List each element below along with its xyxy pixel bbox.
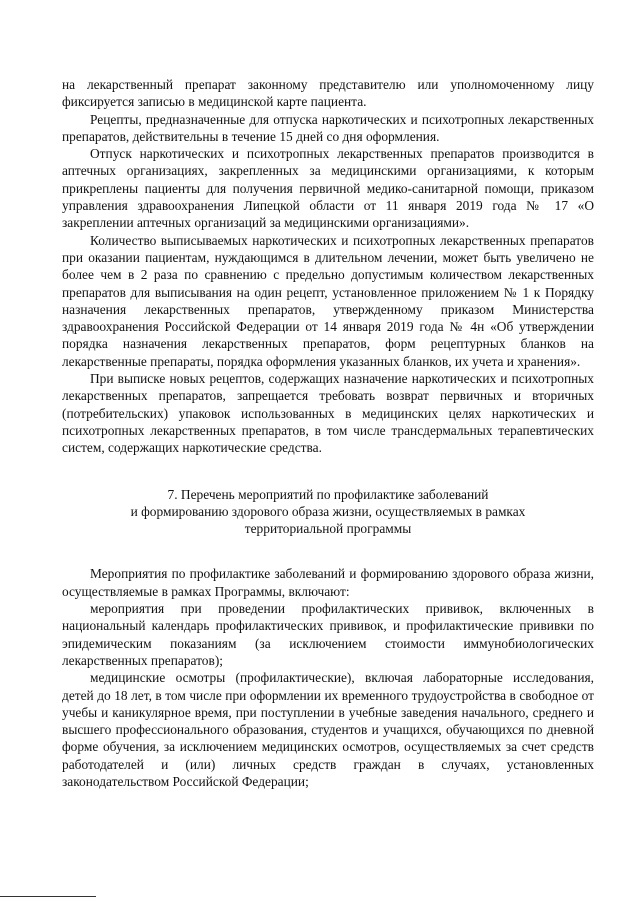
bottom-paragraphs bbox=[62, 565, 594, 790]
section-heading-line: территориальной программы bbox=[244, 521, 412, 537]
paragraph: мероприятия при проведении профилактических прививок, включенных в национальный календарь профилактических прививок, и профилактические прививки по эпидемическим показаниям (за исключением стоимости иммунобиологических лекарственных препаратов); bbox=[62, 601, 594, 668]
section-heading-line: 7. Перечень мероприятий по профилактике заболеваний bbox=[167, 486, 489, 502]
paragraph: Количество выписываемых наркотических и психотропных лекарственных препаратов при оказании пациентам, нуждающимся в длительном лечении, может быть увеличено не более чем в 2 раза по сравнению с предельно допустимым количеством лекарственных препаратов для выписывания на один рецепт, установленное приложением № 1 к Порядку назначения лекарственных препаратов, утвержденному приказом Министерства здравоохранения Российской Федерации от 14 января 2019 года № 4н «Об утверждении порядка назначения лекарственных препаратов, форм рецептурных бланков на лекарственные препараты, порядка оформления указанных бланков, их учета и хранения». bbox=[62, 232, 594, 369]
paragraph: Мероприятия по профилактике заболеваний и формированию здорового образа жизни, осуществляемые в рамках Программы, включают: bbox=[62, 566, 594, 599]
footer-rule bbox=[0, 896, 96, 897]
paragraph: Рецепты, предназначенные для отпуска наркотических и психотропных лекарственных препаратов, действительны в течение 15 дней со дня оформления. bbox=[62, 111, 594, 144]
paragraph: медицинские осмотры (профилактические), включая лабораторные исследования, детей до 18 лет, в том числе при оформлении их временного трудоустройства в свободное от учебы и каникулярное время, при поступлении в учебные заведения начального, среднего и высшего профессионального образования, студентов и учащихся, обучающихся по дневной форме обучения, за исключением медицинских осмотров, осуществляемых за счет средств работодателей и (или) личных средств граждан в случаях, установленных законодательством Российской Федерации; bbox=[62, 670, 594, 789]
top-paragraphs bbox=[62, 76, 594, 457]
paragraph: Отпуск наркотических и психотропных лекарственных препаратов производится в аптечных организациях, закрепленных за медицинскими организациями, к которым прикреплены пациенты для получения первичной медико-санитарной помощи, приказом управления здравоохранения Липецкой области от 11 января 2019 года № 17 «О закреплении аптечных организаций за медицинскими организациями». bbox=[62, 146, 594, 231]
spacer bbox=[62, 537, 594, 565]
paragraph: на лекарственный препарат законному представителю или уполномоченному лицу фиксируется записью в медицинской карте пациента. bbox=[62, 77, 594, 110]
document-page bbox=[62, 76, 594, 790]
section-heading bbox=[62, 486, 594, 538]
section-heading-line: и формированию здорового образа жизни, осуществляемых в рамках bbox=[130, 503, 526, 519]
paragraph: При выписке новых рецептов, содержащих назначение наркотических и психотропных лекарственных препаратов, запрещается требовать возврат первичных и вторичных (потребительских) упаковок использованных в медицинских целях наркотических и психотропных лекарственных препаратов, в том числе трансдермальных терапевтических систем, содержащих наркотические средства. bbox=[62, 371, 594, 456]
